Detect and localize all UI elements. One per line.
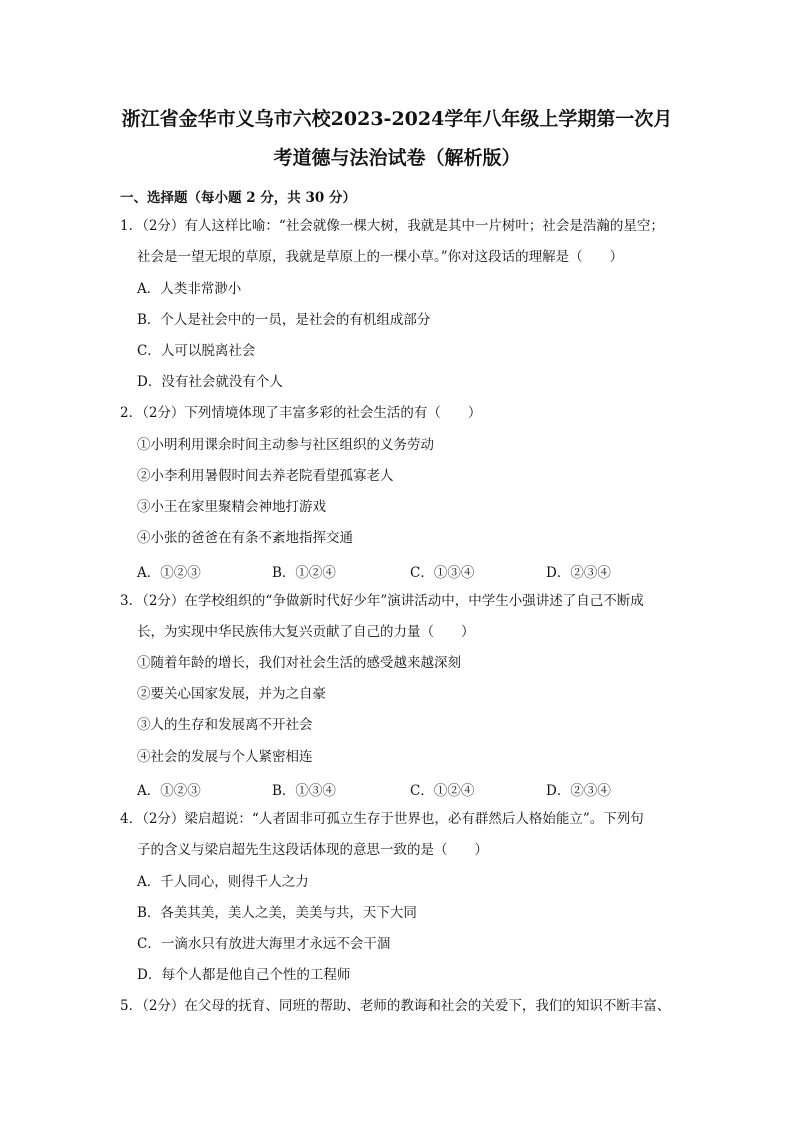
question-3-choice-b: B．①③④ (272, 783, 336, 799)
exam-title-line2: 考道德与法治试卷（解析版） (273, 147, 521, 169)
question-2-choice-c: C．①③④ (410, 565, 475, 581)
question-2-choice-b: B．①②④ (272, 565, 336, 581)
question-4-stem-line2: 子的含义与梁启超先生这段话体现的意思一致的是（ ） (137, 842, 488, 858)
exam-title-line1: 浙江省金华市义乌市六校2023-2024学年八年级上学期第一次月 (121, 108, 673, 130)
question-2-item-2: ②小李利用暑假时间去养老院看望孤寡老人 (137, 468, 394, 484)
question-3-item-3: ③人的生存和发展离不开社会 (137, 717, 313, 733)
question-4-stem-line1: 4．（2分）梁启超说：“人者固非可孤立生存于世界也，必有群然后人格始能立”。下列句 (120, 811, 644, 827)
question-1-stem-line2: 社会是一望无垠的草原，我就是草原上的一棵小草。”你对这段话的理解是（ ） (137, 249, 624, 265)
question-3-item-4: ④社会的发展与个人紧密相连 (137, 749, 313, 765)
question-2-item-1: ①小明利用课余时间主动参与社区组织的义务劳动 (137, 437, 434, 453)
question-4-option-d: D．每个人都是他自己个性的工程师 (137, 967, 351, 983)
question-3-choice-a: A．①②③ (137, 783, 201, 799)
question-2-choice-d: D．②③④ (546, 565, 611, 581)
question-1-option-d: D．没有社会就没有个人 (137, 374, 283, 390)
question-3-item-1: ①随着年龄的增长，我们对社会生活的感受越来越深刻 (137, 655, 461, 671)
question-3-choice-c: C．①②④ (410, 783, 475, 799)
question-1-option-c: C．人可以脱离社会 (137, 343, 256, 359)
question-1-option-a: A．人类非常渺小 (137, 281, 242, 297)
question-2-choice-a: A．①②③ (137, 565, 201, 581)
question-4-option-b: B．各美其美，美人之美，美美与共，天下大同 (137, 905, 417, 921)
question-1-option-b: B．个人是社会中的一员，是社会的有机组成部分 (137, 312, 431, 328)
section-heading: 一、选择题（每小题 2 分，共 30 分） (120, 190, 356, 206)
question-1-stem-line1: 1．（2分）有人这样比喻：“社会就像一棵大树，我就是其中一片树叶；社会是浩瀚的星空； (120, 218, 664, 234)
question-2-stem: 2．（2分）下列情境体现了丰富多彩的社会生活的有（ ） (120, 405, 482, 421)
question-2-item-4: ④小张的爸爸在有条不紊地指挥交通 (137, 530, 353, 546)
question-3-item-2: ②要关心国家发展，并为之自豪 (137, 686, 326, 702)
question-3-stem-line1: 3．（2分）在学校组织的“争做新时代好少年”演讲活动中，中学生小强讲述了自己不断成 (120, 593, 644, 609)
question-4-option-c: C．一滴水只有放进大海里才永远不会干涸 (137, 936, 391, 952)
question-3-choice-d: D．②③④ (546, 783, 611, 799)
question-5-stem-line1: 5．（2分）在父母的抚育、同班的帮助、老师的教诲和社会的关爱下，我们的知识不断丰富、 (120, 998, 671, 1014)
question-4-option-a: A．千人同心，则得千人之力 (137, 874, 309, 890)
question-3-stem-line2: 长，为实现中华民族伟大复兴贡献了自己的力量（ ） (137, 624, 475, 640)
question-2-item-3: ③小王在家里聚精会神地打游戏 (137, 499, 326, 515)
